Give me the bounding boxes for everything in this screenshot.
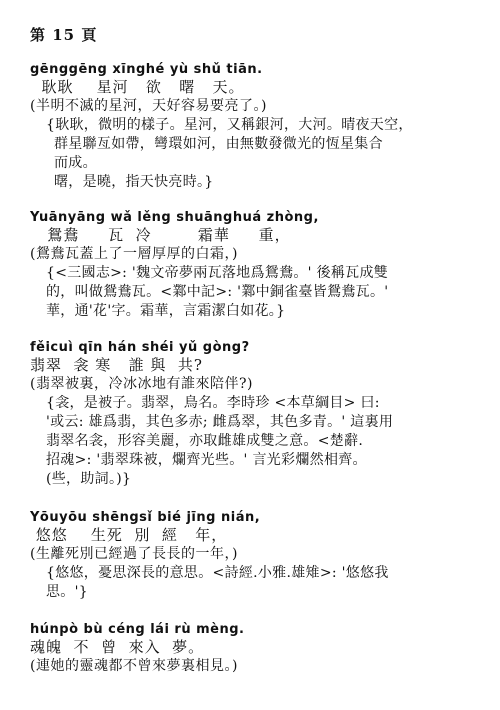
stanza-1: [30, 62, 490, 192]
note-line: {衾，是被子。翡翠，鳥名。李時珍 <本草綱目> 曰:: [46, 395, 380, 411]
note-line: 群星聯亙如帶，彎環如河，由無數發微光的恆星集合: [54, 136, 383, 152]
stanza-5: [30, 622, 490, 676]
translation-line: (翡翠被裏，冷冰冰地有誰來陪伴?): [30, 376, 253, 392]
chinese-verse-line: 魂魄 不 曾 來入 夢。: [30, 638, 205, 656]
note-line: 招魂>: '翡翠珠被，爛齊光些。' 言光彩爛然相齊。: [46, 452, 367, 468]
note-line: 翡翠名衾，形容美麗，亦取雌雄成雙之意。<楚辭.: [46, 433, 364, 449]
translation-line: (半明不滅的星河，天好容易要亮了。): [30, 98, 267, 114]
chinese-verse-line: 悠悠 生死 別 經 年，: [30, 526, 228, 544]
pinyin-line: gēnggēng xīnghé yù shǔ tiān.: [30, 62, 263, 77]
pinyin-line: fěicuì qīn hán shéi yǔ gòng?: [30, 340, 250, 355]
annotation-note: [46, 564, 490, 602]
translation-line: (連她的靈魂都不曾來夢裏相見。): [30, 658, 238, 674]
note-line: 的，叫做鴛鴦瓦。<鄴中記>: '鄴中銅雀臺皆鴛鴦瓦。': [46, 284, 389, 300]
chinese-verse-line: 耿耿 星河 欲 曙 天。: [30, 78, 245, 96]
note-line: (些，助詞。)}: [46, 471, 132, 487]
note-line: 思。'}: [46, 584, 88, 600]
stanza-4: [30, 510, 490, 602]
annotation-note: [46, 116, 490, 192]
note-line: {<三國志>: '魏文帝夢兩瓦落地爲鴛鴦。' 後稱瓦成雙: [46, 265, 389, 281]
annotation-note: [46, 394, 490, 489]
note-line: {耿耿，微明的樣子。星河，又稱銀河，大河。晴夜天空，: [46, 117, 413, 133]
stanza-3: [30, 340, 490, 489]
pinyin-line: Yuānyāng wǎ lěng shuānghuá zhòng,: [30, 210, 319, 225]
note-line: '或云: 雄爲翡，其色多赤; 雌爲翠，其色多青。' 這裏用: [46, 414, 394, 430]
annotation-note: [46, 264, 490, 321]
note-line: 而成。: [54, 155, 97, 171]
note-line: {悠悠，憂思深長的意思。<詩經.小雅.雄雉>: '悠悠我: [46, 565, 389, 581]
pinyin-line: húnpò bù céng lái rù mèng.: [30, 622, 245, 637]
chinese-verse-line: 翡翠 衾 寒 誰 與 共?: [30, 356, 203, 374]
pinyin-line: Yōuyōu shēngsǐ bié jīng nián,: [30, 510, 261, 525]
translation-line: (生離死別已經過了長長的一年，): [30, 546, 238, 562]
note-line: 華，通'花'字。霜華，言霜潔白如花。}: [46, 303, 286, 319]
translation-line: (鴛鴦瓦蓋上了一層厚厚的白霜，): [30, 246, 238, 262]
stanza-2: [30, 210, 490, 321]
note-line: 曙，是曉，指天快亮時。}: [54, 174, 214, 190]
chinese-verse-line: 鴛鴦 瓦 冷 霜華 重，: [30, 226, 291, 244]
page-number: 第 15 頁: [30, 26, 98, 44]
